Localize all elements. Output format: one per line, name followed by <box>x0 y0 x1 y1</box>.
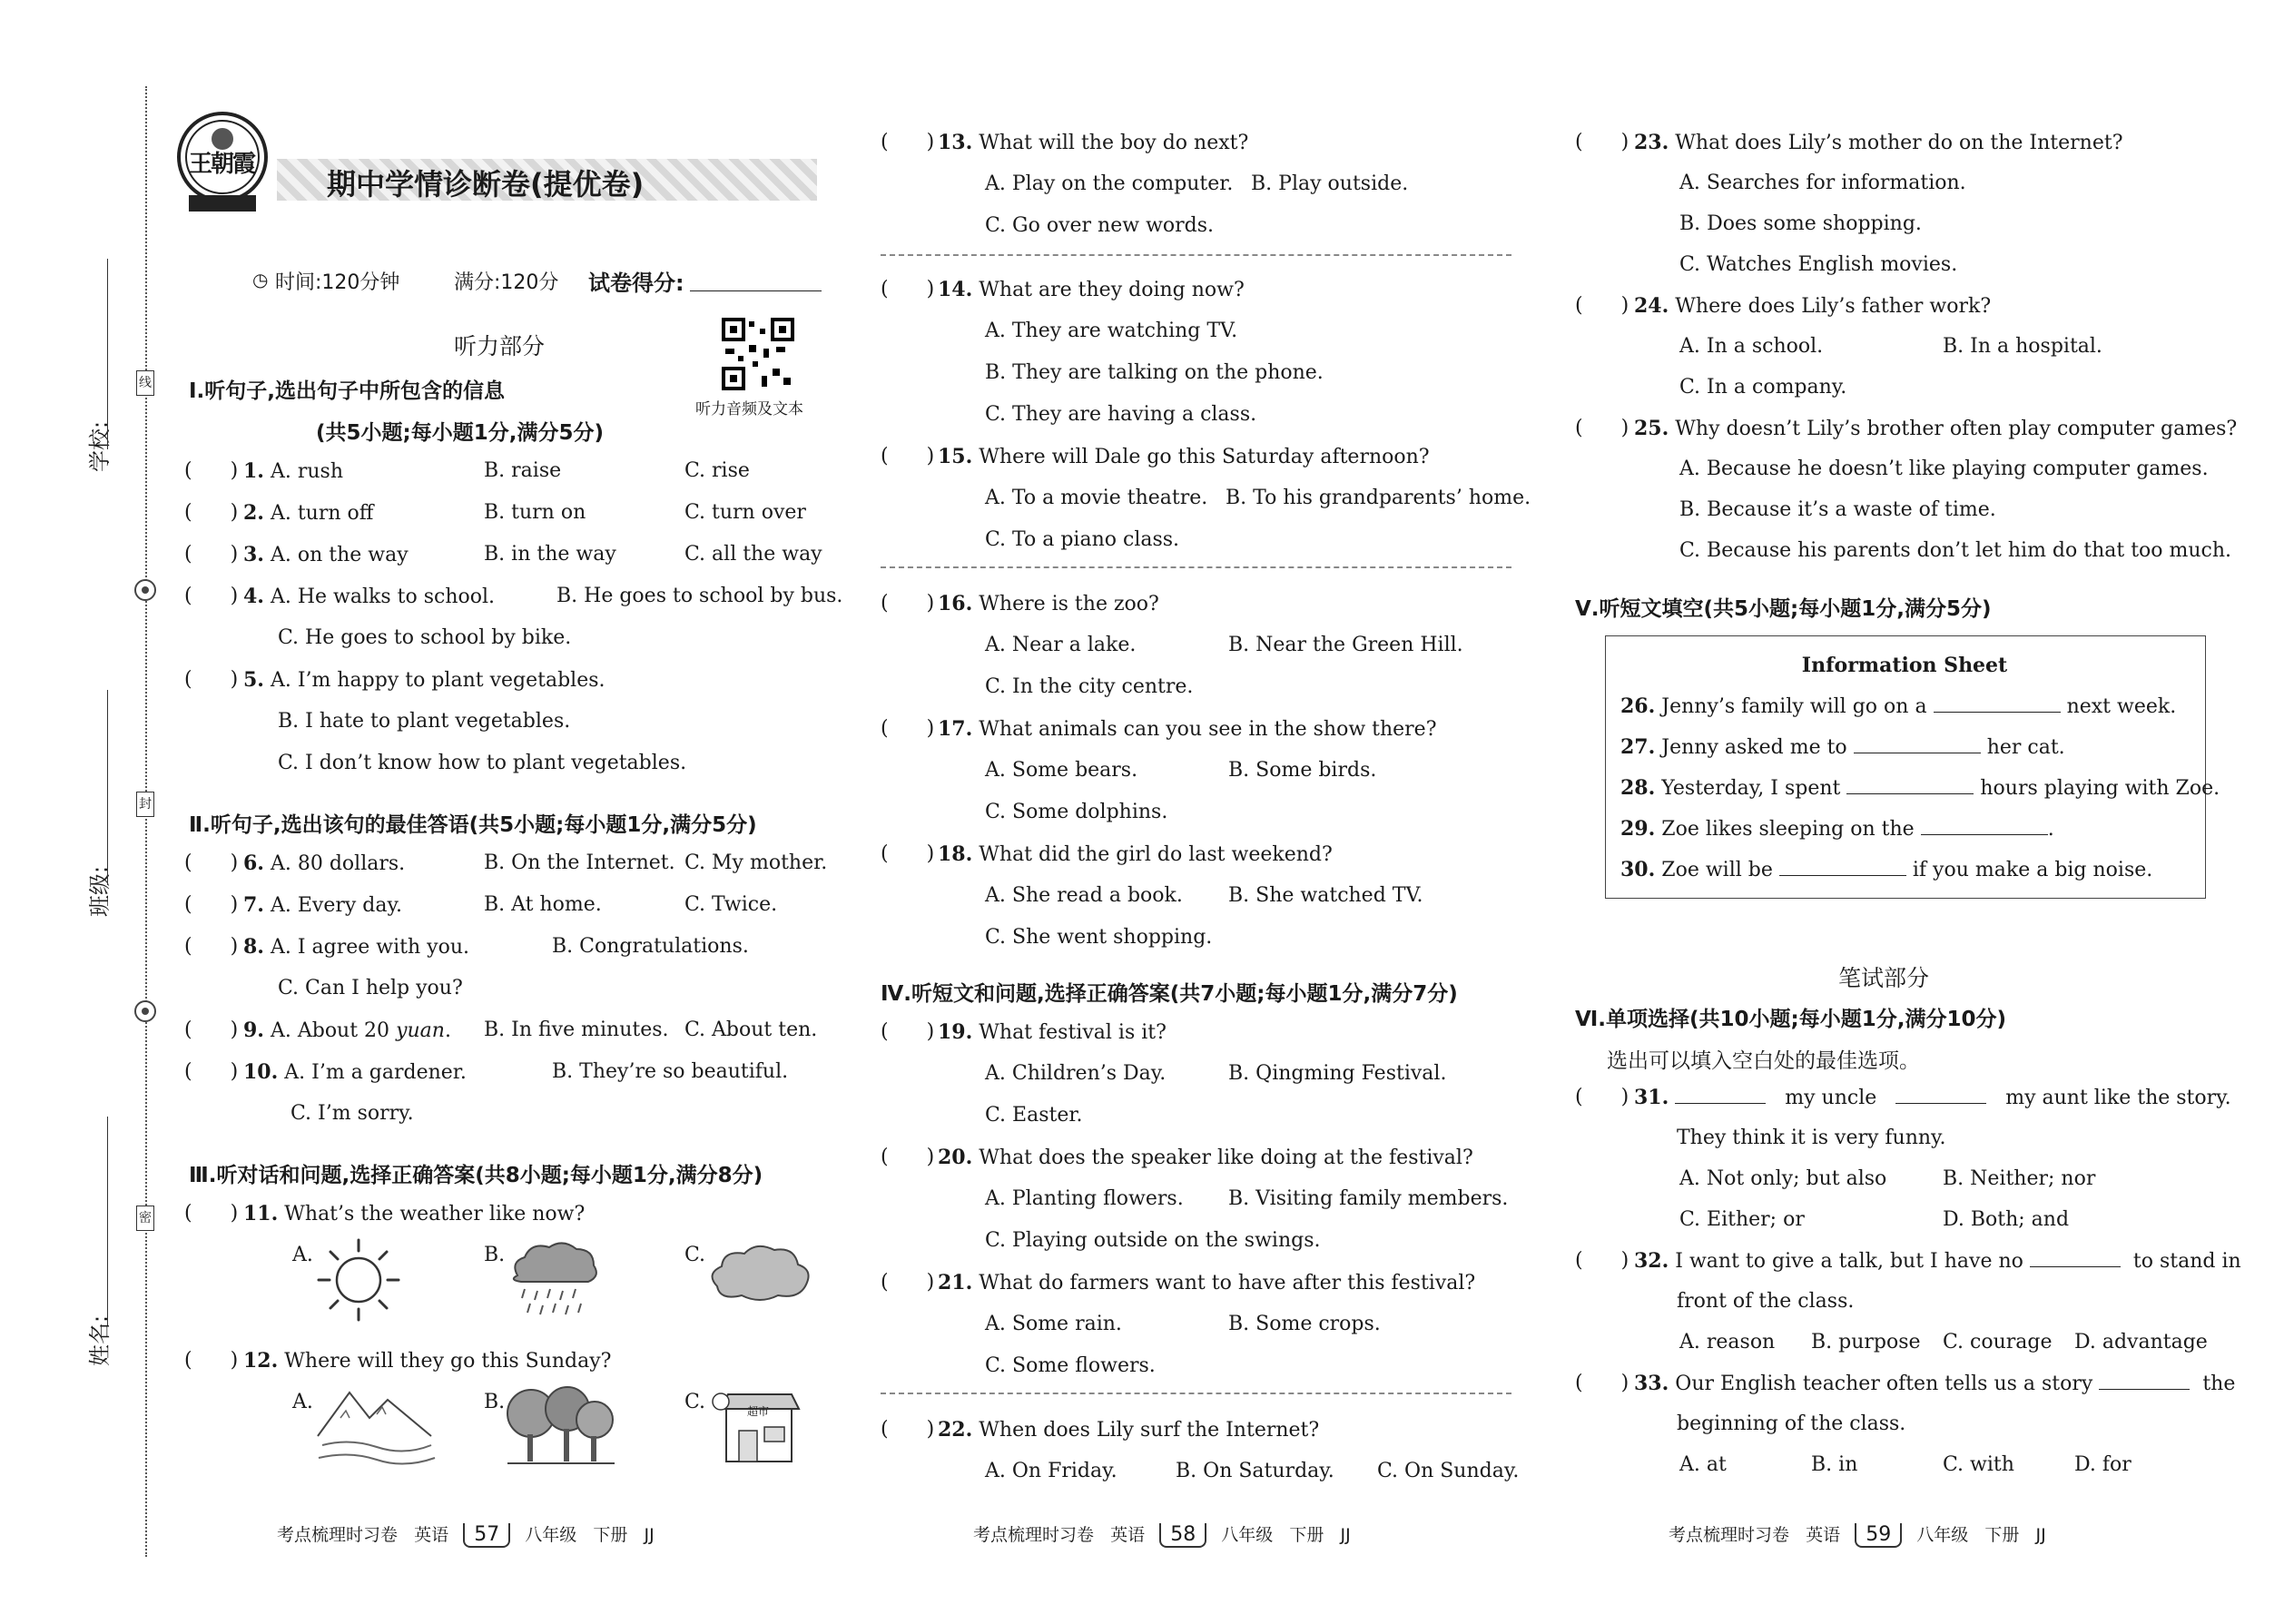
seal-mark-feng: 封 <box>136 792 154 817</box>
q5-option-c: C. I don’t know how to plant vegetables. <box>278 752 687 774</box>
q6-option-c: C. My mother. <box>684 851 828 874</box>
info-row-29: 29. Zoe likes sleeping on the . <box>1620 817 2054 841</box>
question-16: 16. Where is the zoo? <box>938 592 1159 615</box>
answer-paren[interactable]: ( ) <box>881 1271 935 1294</box>
question-2: 2. A. turn off <box>243 501 374 525</box>
answer-paren[interactable]: ( ) <box>1575 1249 1629 1272</box>
question-7: 7. A. Every day. <box>243 893 402 917</box>
q22-option-b: B. On Saturday. <box>1176 1460 1334 1482</box>
q33-option-d: D. for <box>2074 1453 2132 1476</box>
footer-right: 考点梳理时习卷 英语 59 八年级 下册 JJ <box>1669 1523 2046 1546</box>
page-number: 59 <box>1855 1523 1902 1548</box>
q15-option-c: C. To a piano class. <box>985 528 1180 551</box>
answer-paren[interactable]: ( ) <box>184 459 239 482</box>
q25-option-c: C. Because his parents don’t let him do that too much. <box>1679 539 2232 562</box>
q31-option-a: A. Not only; but also <box>1679 1167 1887 1190</box>
q11-option-b: B. <box>484 1244 506 1266</box>
scissors-icon <box>133 999 158 1024</box>
question-23: 23. What does Lily’s mother do on the Internet? <box>1634 131 2123 154</box>
q20-option-b: B. Visiting family members. <box>1228 1187 1509 1210</box>
qr-code-icon[interactable] <box>722 318 794 390</box>
question-25: 25. Why doesn’t Lily’s brother often play computer games? <box>1634 417 2238 440</box>
divider <box>881 254 1511 256</box>
answer-paren[interactable]: ( ) <box>1575 1372 1629 1394</box>
info-sheet-title: Information Sheet <box>1801 654 2008 677</box>
q31-option-c: C. Either; or <box>1679 1208 1805 1231</box>
q1-option-b: B. raise <box>484 459 562 482</box>
mountain-river-icon[interactable] <box>313 1382 440 1472</box>
section-6-instruction: 选出可以填入空白处的最佳选项。 <box>1607 1049 1920 1073</box>
q3-option-c: C. all the way <box>684 543 822 566</box>
q14-option-a: A. They are watching TV. <box>985 320 1238 342</box>
blank-28-input[interactable] <box>1846 777 1974 794</box>
answer-paren[interactable]: ( ) <box>184 1019 239 1041</box>
time-limit: 时间:120分钟 <box>275 271 400 294</box>
answer-paren[interactable]: ( ) <box>184 585 239 607</box>
q18-option-c: C. She went shopping. <box>985 926 1213 949</box>
section-2-title: Ⅱ.听句子,选出该句的最佳答语(共5小题;每小题1分,满分5分) <box>189 813 757 837</box>
question-31: 31. my uncle my aunt like the story. <box>1634 1086 2231 1109</box>
q33-option-c: C. with <box>1943 1453 2014 1476</box>
logo-text: 王朝霞 <box>189 151 255 178</box>
answer-paren[interactable]: ( ) <box>1575 294 1629 317</box>
q8-option-b: B. Congratulations. <box>552 935 749 958</box>
q33-option-b: B. in <box>1811 1453 1858 1476</box>
blank-31a-input[interactable] <box>1675 1087 1766 1104</box>
answer-paren[interactable]: ( ) <box>184 1202 239 1225</box>
supermarket-sign: 超市 <box>747 1405 770 1418</box>
blank-30-input[interactable] <box>1779 859 1906 876</box>
question-4: 4. A. He walks to school. <box>243 585 496 608</box>
q15-option-b: B. To his grandparents’ home. <box>1226 487 1531 509</box>
page-number: 57 <box>463 1523 510 1548</box>
q22-option-c: C. On Sunday. <box>1377 1460 1520 1482</box>
q17-option-c: C. Some dolphins. <box>985 801 1168 823</box>
q11-option-a: A. <box>292 1244 313 1266</box>
cloud-icon[interactable] <box>704 1239 817 1312</box>
sun-icon[interactable] <box>313 1235 404 1325</box>
answer-paren[interactable]: ( ) <box>881 1418 935 1441</box>
q17-option-b: B. Some birds. <box>1228 759 1377 782</box>
q22-option-a: A. On Friday. <box>985 1460 1117 1482</box>
blank-32-input[interactable] <box>2030 1250 2121 1267</box>
q2-option-c: C. turn over <box>684 501 806 524</box>
question-14: 14. What are they doing now? <box>938 278 1245 301</box>
q33-line-2: beginning of the class. <box>1677 1412 1906 1435</box>
info-row-26: 26. Jenny’s family will go on a next week. <box>1620 694 2177 718</box>
class-line <box>107 690 108 885</box>
answer-paren[interactable]: ( ) <box>184 1349 239 1372</box>
question-11: 11. What’s the weather like now? <box>243 1202 586 1225</box>
q8-option-c: C. Can I help you? <box>278 977 463 999</box>
section-1-subtitle: (共5小题;每小题1分,满分5分) <box>316 421 604 445</box>
blank-27-input[interactable] <box>1854 736 1981 753</box>
section-3-title: Ⅲ.听对话和问题,选择正确答案(共8小题;每小题1分,满分8分) <box>189 1164 763 1187</box>
q31-option-b: B. Neither; nor <box>1943 1167 2096 1190</box>
section-1-title: Ⅰ.听句子,选出句子中所包含的信息 <box>189 379 506 403</box>
q23-option-c: C. Watches English movies. <box>1679 253 1958 276</box>
q15-option-a: A. To a movie theatre. <box>985 487 1208 509</box>
q23-option-a: A. Searches for information. <box>1679 172 1966 194</box>
q24-option-b: B. In a hospital. <box>1943 335 2102 358</box>
q32-option-a: A. reason <box>1679 1331 1776 1353</box>
answer-paren[interactable]: ( ) <box>184 543 239 566</box>
answer-paren[interactable]: ( ) <box>881 1146 935 1168</box>
side-label-name: 姓名: <box>87 1314 113 1366</box>
answer-paren[interactable]: ( ) <box>881 842 935 865</box>
q21-option-b: B. Some crops. <box>1228 1313 1381 1335</box>
q33-option-a: A. at <box>1679 1453 1727 1476</box>
writing-title: 笔试部分 <box>1838 965 1930 991</box>
info-row-30: 30. Zoe will be if you make a big noise. <box>1620 858 2153 881</box>
answer-paren[interactable]: ( ) <box>1575 131 1629 153</box>
side-label-class: 班级: <box>87 865 113 917</box>
section-5-title: Ⅴ.听短文填空(共5小题;每小题1分,满分5分) <box>1575 597 1992 621</box>
info-row-27: 27. Jenny asked me to her cat. <box>1620 735 2065 759</box>
score-label: 试卷得分: <box>588 271 684 296</box>
answer-paren[interactable]: ( ) <box>184 501 239 524</box>
binding-line <box>145 86 147 1557</box>
question-12: 12. Where will they go this Sunday? <box>243 1349 612 1373</box>
q10-option-c: C. I’m sorry. <box>290 1102 414 1125</box>
q32-line-2: front of the class. <box>1677 1290 1855 1313</box>
blank-33-input[interactable] <box>2099 1373 2190 1390</box>
q20-option-c: C. Playing outside on the swings. <box>985 1229 1321 1252</box>
answer-paren[interactable]: ( ) <box>184 851 239 874</box>
clock-icon: ◷ <box>252 269 269 290</box>
q2-option-b: B. turn on <box>484 501 586 524</box>
question-5: 5. A. I’m happy to plant vegetables. <box>243 668 605 692</box>
q9-option-c: C. About ten. <box>684 1019 818 1041</box>
q32-option-c: C. courage <box>1943 1331 2053 1353</box>
q19-option-b: B. Qingming Festival. <box>1228 1062 1447 1085</box>
answer-paren[interactable]: ( ) <box>881 592 935 615</box>
seal-mark-mi: 密 <box>136 1206 154 1231</box>
name-line <box>107 1117 108 1325</box>
q18-option-a: A. She read a book. <box>985 884 1183 907</box>
blank-29-input[interactable] <box>1921 818 2048 835</box>
q13-option-a: A. Play on the computer. <box>985 172 1234 195</box>
section-6-title: Ⅵ.单项选择(共10小题;每小题1分,满分10分) <box>1575 1008 2006 1031</box>
q20-option-a: A. Planting flowers. <box>985 1187 1184 1210</box>
q16-option-a: A. Near a lake. <box>985 634 1137 656</box>
side-label-school: 学校: <box>87 420 113 472</box>
question-9: 9. A. About 20 yuan. <box>243 1019 451 1042</box>
question-18: 18. What did the girl do last weekend? <box>938 842 1333 866</box>
q16-option-b: B. Near the Green Hill. <box>1228 634 1463 656</box>
footer-left: 考点梳理时习卷 英语 57 八年级 下册 JJ <box>277 1523 655 1546</box>
blank-31b-input[interactable] <box>1895 1087 1986 1104</box>
answer-paren[interactable]: ( ) <box>184 893 239 916</box>
answer-paren[interactable]: ( ) <box>881 131 935 153</box>
q5-option-b: B. I hate to plant vegetables. <box>278 710 571 733</box>
question-1: 1. A. rush <box>243 459 343 483</box>
question-20: 20. What does the speaker like doing at the festival? <box>938 1146 1473 1169</box>
question-10: 10. A. I’m a gardener. <box>243 1060 467 1084</box>
question-6: 6. A. 80 dollars. <box>243 851 406 875</box>
question-33: 33. Our English teacher often tells us a story the <box>1634 1372 2236 1395</box>
q6-option-b: B. On the Internet. <box>484 851 675 874</box>
footer-middle: 考点梳理时习卷 英语 58 八年级 下册 JJ <box>973 1523 1351 1546</box>
q12-option-c: C. <box>684 1391 706 1413</box>
q19-option-a: A. Children’s Day. <box>985 1062 1167 1085</box>
q21-option-a: A. Some rain. <box>985 1313 1122 1335</box>
answer-paren[interactable]: ( ) <box>881 278 935 300</box>
q25-option-b: B. Because it’s a waste of time. <box>1679 498 1996 521</box>
q1-option-c: C. rise <box>684 459 750 482</box>
q10-option-b: B. They’re so beautiful. <box>552 1060 789 1083</box>
answer-paren[interactable]: ( ) <box>881 717 935 740</box>
q32-option-b: B. purpose <box>1811 1331 1921 1353</box>
q32-option-d: D. advantage <box>2074 1331 2208 1353</box>
q17-option-a: A. Some bears. <box>985 759 1138 782</box>
question-32: 32. I want to give a talk, but I have no to stand in <box>1634 1249 2241 1273</box>
q4-option-b: B. He goes to school by bus. <box>556 585 843 607</box>
question-13: 13. What will the boy do next? <box>938 131 1249 154</box>
full-score: 满分:120分 <box>454 271 559 294</box>
seal-mark-xian: 线 <box>136 370 154 396</box>
q21-option-c: C. Some flowers. <box>985 1354 1156 1377</box>
question-24: 24. Where does Lily’s father work? <box>1634 294 1992 318</box>
q31-option-d: D. Both; and <box>1943 1208 2070 1231</box>
q14-option-b: B. They are talking on the phone. <box>985 361 1324 384</box>
q7-option-c: C. Twice. <box>684 893 778 916</box>
question-17: 17. What animals can you see in the show there? <box>938 717 1437 741</box>
q12-option-b: B. <box>484 1391 506 1413</box>
page-number: 58 <box>1159 1523 1206 1548</box>
q19-option-c: C. Easter. <box>985 1104 1083 1127</box>
answer-paren[interactable]: ( ) <box>184 668 239 691</box>
divider <box>881 1393 1511 1394</box>
section-4-title: Ⅳ.听短文和问题,选择正确答案(共7小题;每小题1分,满分7分) <box>881 982 1458 1006</box>
divider <box>881 566 1511 568</box>
q24-option-c: C. In a company. <box>1679 376 1847 399</box>
listening-title: 听力部分 <box>454 333 546 359</box>
answer-paren[interactable]: ( ) <box>1575 1086 1629 1108</box>
answer-paren[interactable]: ( ) <box>1575 417 1629 439</box>
answer-paren[interactable]: ( ) <box>184 1060 239 1083</box>
rain-cloud-icon[interactable] <box>499 1235 608 1325</box>
answer-paren[interactable]: ( ) <box>881 1020 935 1043</box>
exam-title: 期中学情诊断卷(提优卷) <box>327 167 645 202</box>
question-8: 8. A. I agree with you. <box>243 935 469 959</box>
question-3: 3. A. on the way <box>243 543 409 566</box>
info-row-28: 28. Yesterday, I spent hours playing with Zoe. <box>1620 776 2220 800</box>
score-input[interactable] <box>690 290 822 291</box>
question-22: 22. When does Lily surf the Internet? <box>938 1418 1320 1442</box>
q31-line-2: They think it is very funny. <box>1677 1127 1946 1149</box>
q12-option-a: A. <box>292 1391 313 1413</box>
answer-paren[interactable]: ( ) <box>881 445 935 468</box>
question-15: 15. Where will Dale go this Saturday afternoon? <box>938 445 1430 468</box>
q13-option-c: C. Go over new words. <box>985 214 1215 237</box>
q16-option-c: C. In the city centre. <box>985 675 1194 698</box>
supermarket-icon[interactable] <box>708 1382 808 1472</box>
q23-option-b: B. Does some shopping. <box>1679 212 1922 235</box>
q9-option-b: B. In five minutes. <box>484 1019 669 1041</box>
q25-option-a: A. Because he doesn’t like playing computer games. <box>1679 458 2209 480</box>
park-trees-icon[interactable] <box>504 1382 617 1472</box>
blank-26-input[interactable] <box>1934 695 2061 713</box>
q18-option-b: B. She watched TV. <box>1228 884 1423 907</box>
q24-option-a: A. In a school. <box>1679 335 1824 358</box>
q11-option-c: C. <box>684 1244 706 1266</box>
question-21: 21. What do farmers want to have after this festival? <box>938 1271 1476 1294</box>
q14-option-c: C. They are having a class. <box>985 403 1257 426</box>
q7-option-b: B. At home. <box>484 893 602 916</box>
q3-option-b: B. in the way <box>484 543 616 566</box>
scissors-icon <box>133 577 158 603</box>
answer-paren[interactable]: ( ) <box>184 935 239 958</box>
question-19: 19. What festival is it? <box>938 1020 1167 1044</box>
school-line <box>107 259 108 449</box>
q4-option-c: C. He goes to school by bike. <box>278 626 572 649</box>
q13-option-b: B. Play outside. <box>1251 172 1409 195</box>
qr-caption: 听力音频及文本 <box>695 400 803 418</box>
